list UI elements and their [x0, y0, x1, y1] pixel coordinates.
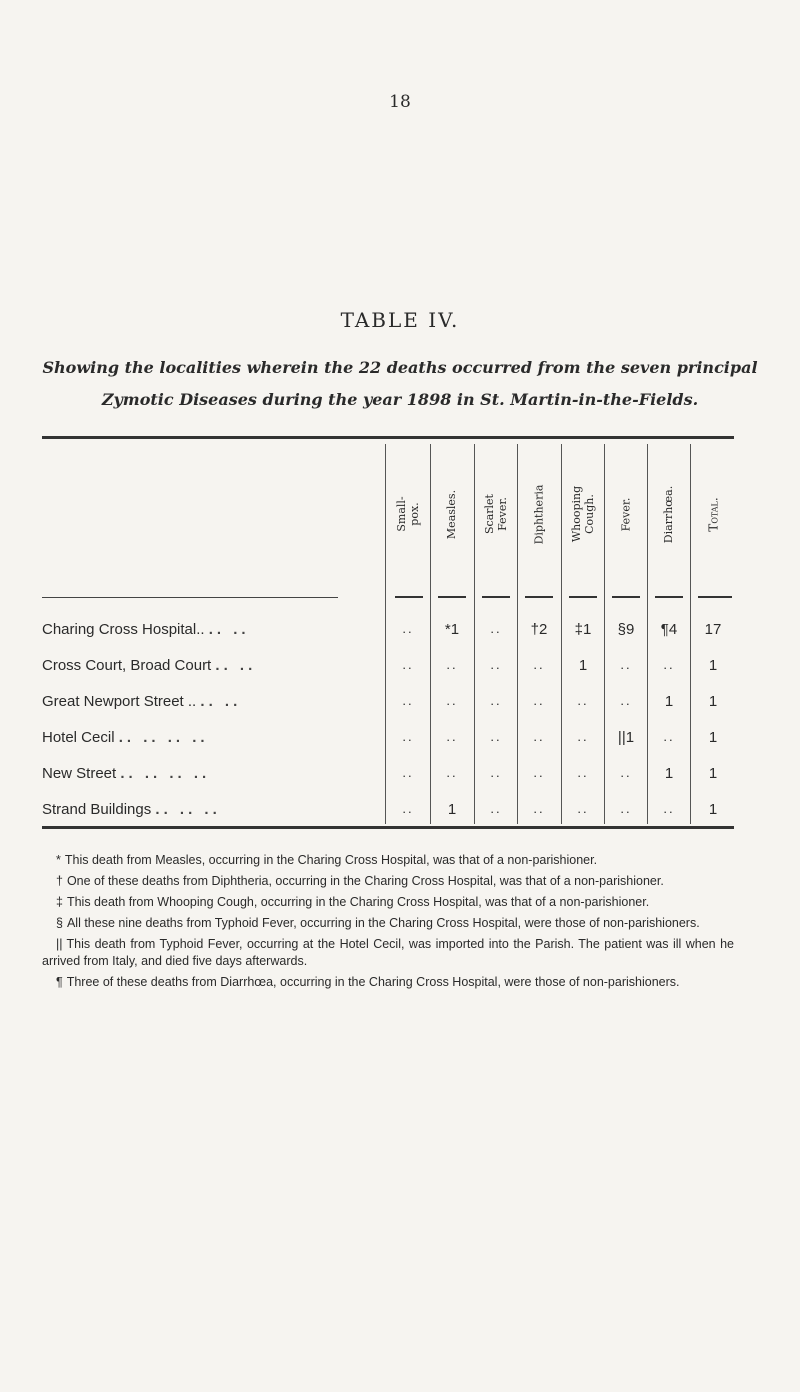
footnote: || This death from Typhoid Fever, occurring at the Hotel Cecil, was imported into the Parish. The patient was ill when he arrived from Italy, and died five days afterwards. [42, 937, 734, 968]
table-cell: .. [620, 801, 632, 816]
row-total: 1 [708, 693, 718, 710]
row-label-hotel-cecil: Hotel Cecil .. .. .. .. [42, 729, 209, 746]
table-cell: .. [620, 693, 632, 708]
table-cell: .. [577, 801, 589, 816]
table-subtitle [40, 352, 760, 416]
table-cell: ¶4 [660, 621, 678, 638]
header-underline [395, 596, 423, 598]
table-cell: .. [577, 765, 589, 780]
footnote: ‡ This death from Whooping Cough, occurring in the Charing Cross Hospital, was that of a non-parishioner. [56, 895, 650, 909]
table-cell: .. [490, 729, 502, 744]
footnote: § All these nine deaths from Typhoid Fever, occurring in the Charing Cross Hospital, were those of non-parishioners. [56, 916, 700, 930]
footnote: † One of these deaths from Diphtheria, occurring in the Charing Cross Hospital, was that of a non-parishioner. [56, 874, 664, 888]
table-cell: .. [490, 693, 502, 708]
table-cell: .. [402, 657, 414, 672]
footnote: ¶ Three of these deaths from Diarrhœa, occurring in the Charing Cross Hospital, were those of non-parishioners. [56, 975, 680, 989]
table-cell: 1 [578, 657, 588, 674]
table-cell: .. [533, 801, 545, 816]
table-title: TABLE IV. [340, 308, 460, 332]
row-label-new-street: New Street .. .. .. .. [42, 765, 211, 782]
header-underline [612, 596, 640, 598]
header-underline [569, 596, 597, 598]
table-cell: 1 [447, 801, 457, 818]
subtitle-line-2: Zymotic Diseases during the year 1898 in St. Martin-in-the-Fields. [101, 390, 699, 409]
row-total: 1 [708, 765, 718, 782]
table-cell: .. [490, 621, 502, 636]
row-total: 17 [704, 621, 722, 638]
header-underline [482, 596, 510, 598]
table-cell: §9 [617, 621, 635, 638]
table-cell: .. [533, 765, 545, 780]
column-header-measles: Measles. [445, 489, 459, 539]
header-underline [438, 596, 466, 598]
page-number: 18 [389, 92, 411, 112]
table-cell: .. [577, 693, 589, 708]
table-cell: 1 [664, 765, 674, 782]
table-cell: .. [446, 657, 458, 672]
table-cell: .. [402, 693, 414, 708]
table-cell: .. [446, 693, 458, 708]
column-header-fever: Fever. [619, 497, 633, 531]
table-cell: .. [490, 801, 502, 816]
table-cell: .. [663, 657, 675, 672]
header-underline [698, 596, 732, 598]
table-cell: .. [446, 729, 458, 744]
table-cell: .. [402, 621, 414, 636]
table-cell: .. [620, 765, 632, 780]
row-label-great-newport-street: Great Newport Street .. .. .. [42, 693, 242, 710]
column-header-whooping-cough: Whooping Cough. [570, 485, 597, 543]
header-underline [655, 596, 683, 598]
header-underline [525, 596, 553, 598]
table-cell: .. [446, 765, 458, 780]
table-cell: ||1 [617, 729, 635, 746]
row-total: 1 [708, 657, 718, 674]
table-cell: .. [402, 801, 414, 816]
column-header-diarrhoea: Diarrhœa. [662, 485, 676, 543]
table-cell: .. [533, 729, 545, 744]
table-cell: .. [490, 765, 502, 780]
table-cell: .. [533, 693, 545, 708]
row-label-strand-buildings: Strand Buildings .. .. .. [42, 801, 221, 818]
table-cell: 1 [664, 693, 674, 710]
table-cell: .. [577, 729, 589, 744]
header-divider [42, 597, 338, 598]
table-cell: .. [620, 657, 632, 672]
table-cell: *1 [444, 621, 460, 638]
table-cell: .. [663, 729, 675, 744]
row-label-charing-cross-hospital: Charing Cross Hospital.. .. .. [42, 621, 250, 638]
column-header-scarlet-fever: Scarlet Fever. [483, 494, 509, 534]
footnotes [42, 852, 734, 995]
row-total: 1 [708, 729, 718, 746]
subtitle-line-1: Showing the localities wherein the 22 deaths occurred from the seven principal [42, 358, 758, 377]
footnote: * This death from Measles, occurring in the Charing Cross Hospital, was that of a non-parishioner. [56, 853, 598, 867]
table-cell: .. [490, 657, 502, 672]
row-label-cross-court: Cross Court, Broad Court .. .. [42, 657, 257, 674]
column-header-small-pox: Small-pox. [395, 496, 421, 532]
table-cell: .. [663, 801, 675, 816]
table-cell: †2 [530, 621, 548, 638]
table-bottom-rule [42, 826, 734, 829]
table-cell: .. [533, 657, 545, 672]
row-total: 1 [708, 801, 718, 818]
column-header-total: Total. [706, 496, 721, 532]
table-cell: .. [402, 765, 414, 780]
table-cell: .. [402, 729, 414, 744]
column-header-diphtheria: Diphtheria [532, 484, 546, 544]
table-cell: ‡1 [574, 621, 592, 638]
table-top-rule [42, 436, 734, 439]
